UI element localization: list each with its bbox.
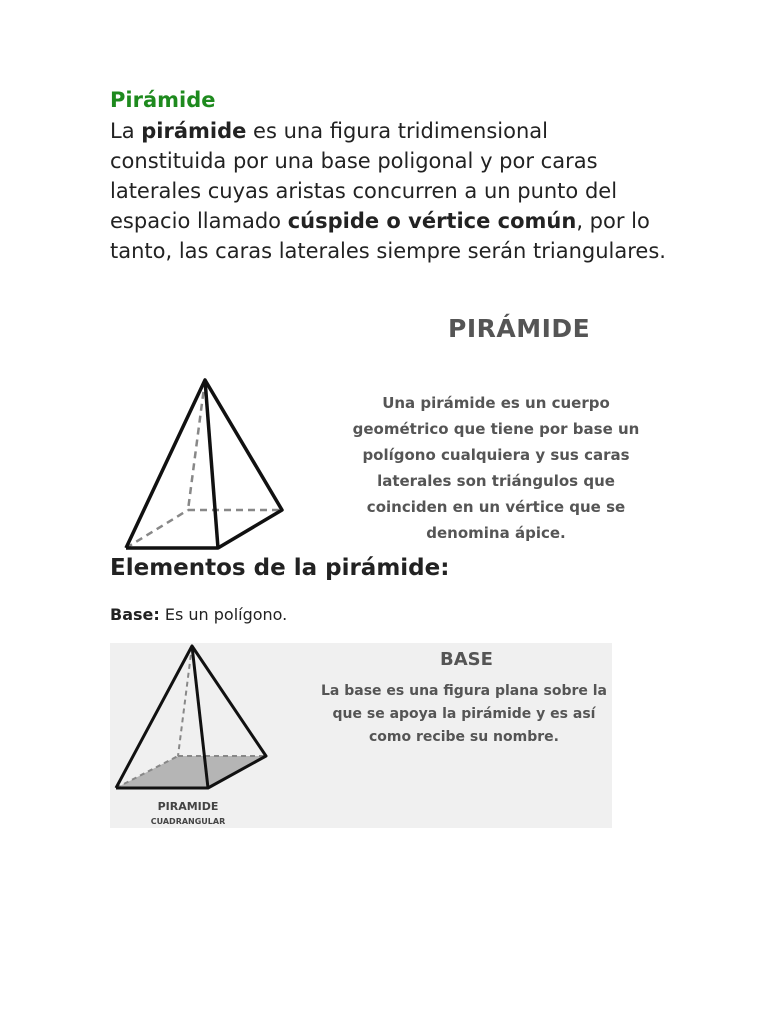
base-item	[110, 605, 287, 624]
figure2-caption-cuadrangular: CUADRANGULAR	[150, 817, 226, 826]
figure1-heading: PIRÁMIDE	[448, 314, 591, 343]
figure2-heading: BASE	[440, 649, 493, 670]
elements-heading: Elementos de la pirámide:	[110, 555, 450, 581]
base-label: Base:	[110, 605, 160, 624]
intro-text-3: , por lo tanto, las caras laterales siempre serán triangulares.	[110, 209, 666, 263]
intro-bold-cuspide: cúspide o vértice común	[287, 209, 577, 233]
intro-text-2: es una figura tridimensional constituida por una base poligonal y por caras laterales cuyas aristas concurren a un punto del espacio llamado	[110, 119, 618, 233]
intro-text-1: La	[110, 119, 142, 143]
figure2-caption-piramide: PIRAMIDE	[157, 800, 219, 813]
section-title: Pirámide	[110, 88, 216, 112]
figure1-text: Una pirámide es un cuerpo geométrico que tiene por base un polígono cualquiera y sus caras laterales son triángulos que coinciden en un vértice que se denomina ápice.	[352, 394, 640, 542]
pyramid-figure-1	[110, 312, 658, 552]
base-text: Es un polígono.	[159, 605, 288, 624]
intro-bold-piramide: pirámide	[141, 119, 247, 143]
intro-paragraph	[110, 116, 670, 266]
base-figure	[110, 643, 612, 828]
figure2-text: La base es una figura plana sobre la que se apoya la pirámide y es así como recibe su nombre.	[320, 683, 607, 745]
